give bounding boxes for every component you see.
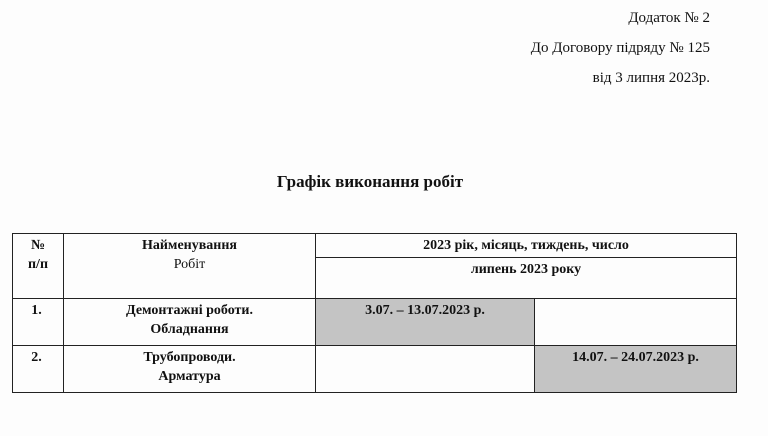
col-name-header-line2: Робіт	[173, 257, 206, 272]
row-period-second-half	[535, 299, 737, 346]
col-name-header-line1: Найменування	[141, 238, 238, 253]
document-title: Графік виконання робіт	[276, 172, 464, 191]
table-header-row	[13, 234, 737, 258]
row-work-name-line1: Демонтажні роботи.	[126, 303, 253, 318]
table-row	[13, 346, 737, 393]
row-work-name	[64, 346, 316, 393]
period-header: 2023 рік, місяць, тиждень, число	[316, 234, 737, 258]
work-schedule-table	[12, 233, 737, 393]
appendix-number: Додаток № 2	[628, 10, 710, 26]
row-work-name-line2: Арматура	[158, 369, 221, 384]
row-number: 2.	[13, 346, 64, 393]
period-subheader: липень 2023 року	[316, 258, 737, 299]
row-period-first-half	[316, 346, 535, 393]
row-work-name-line1: Трубопроводи.	[143, 350, 236, 365]
row-number: 1.	[13, 299, 64, 346]
col-number-header	[13, 234, 64, 299]
row-period-first-half: 3.07. – 13.07.2023 р.	[316, 299, 535, 346]
contract-reference: До Договору підряду № 125	[530, 40, 710, 56]
table-row	[13, 299, 737, 346]
col-number-header-line2: п/п	[27, 257, 49, 272]
col-name-header	[64, 234, 316, 299]
contract-date: від 3 липня 2023р.	[592, 70, 710, 86]
row-work-name	[64, 299, 316, 346]
row-work-name-line2: Обладнання	[150, 322, 229, 337]
col-number-header-line1: №	[30, 238, 46, 253]
row-period-second-half: 14.07. – 24.07.2023 р.	[535, 346, 737, 393]
